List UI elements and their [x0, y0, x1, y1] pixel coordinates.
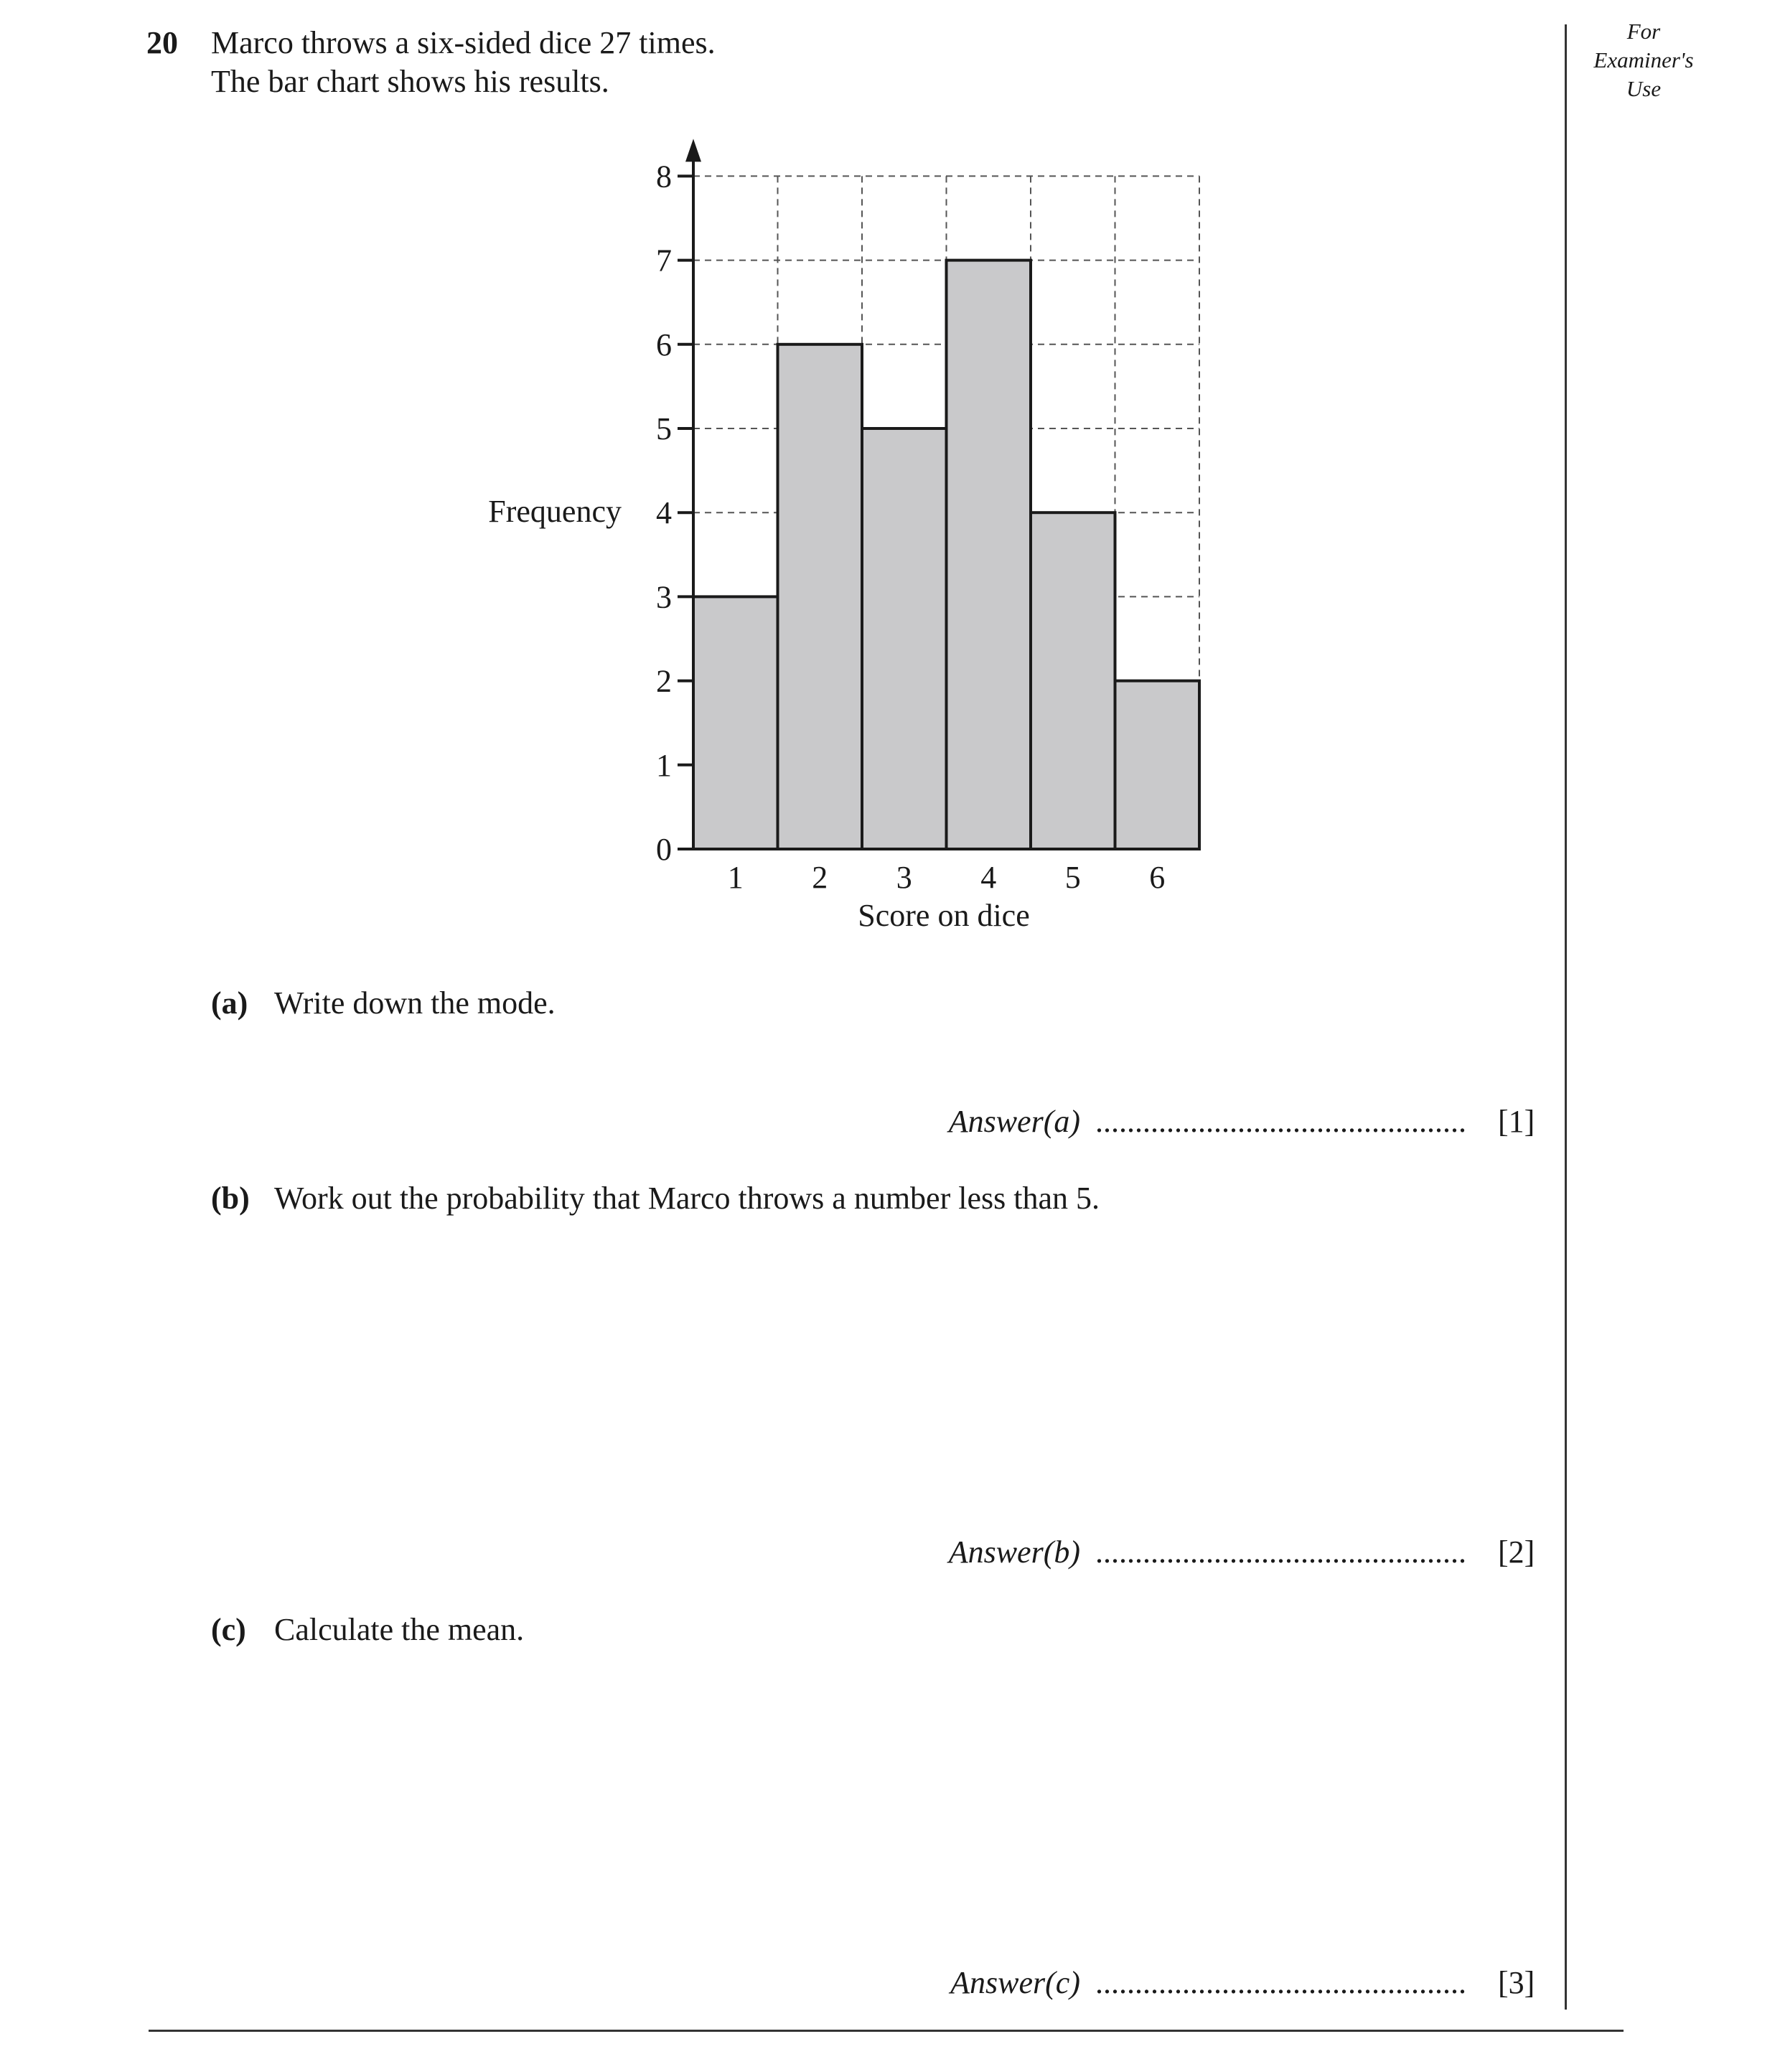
answer-c-label: Answer(c)	[950, 1965, 1080, 2000]
x-axis-label: Score on dice	[858, 898, 1030, 933]
part-b-label: (b)	[211, 1181, 250, 1216]
y-tick-label: 6	[656, 327, 672, 362]
bar-score-3	[862, 428, 947, 849]
x-tick-label: 1	[727, 860, 744, 895]
chart-x-ticks	[728, 860, 1166, 895]
question-text-line-2: The bar chart shows his results.	[211, 64, 609, 99]
y-axis-label: Frequency	[488, 494, 622, 529]
part-c-label: (c)	[211, 1612, 246, 1647]
y-tick-label: 8	[656, 159, 672, 194]
part-c-text: Calculate the mean.	[274, 1612, 525, 1647]
examiner-line-3: Use	[1626, 76, 1662, 101]
part-c-marks: [3]	[1498, 1965, 1535, 2000]
part-a-label: (a)	[211, 985, 248, 1021]
bar-score-1	[693, 596, 778, 849]
examiner-line-2: Examiner's	[1593, 47, 1694, 72]
part-b-text: Work out the probability that Marco throws a number less than 5.	[274, 1181, 1100, 1216]
y-tick-label: 5	[656, 411, 672, 446]
chart-bars	[693, 261, 1199, 849]
answer-b-label: Answer(b)	[948, 1534, 1080, 1570]
answer-b-field[interactable]: ...............................................	[1095, 1534, 1466, 1570]
y-axis-arrow-icon	[685, 139, 701, 161]
question-number: 20	[146, 25, 178, 60]
bar-score-5	[1031, 512, 1115, 849]
y-tick-label: 3	[656, 579, 672, 615]
x-tick-label: 5	[1064, 860, 1081, 895]
bar-score-6	[1115, 681, 1200, 849]
part-b-marks: [2]	[1498, 1534, 1535, 1570]
x-tick-label: 3	[896, 860, 912, 895]
question-text-line-1: Marco throws a six-sided dice 27 times.	[211, 25, 716, 60]
x-tick-label: 4	[980, 860, 997, 895]
bar-chart	[0, 0, 1780, 962]
y-tick-label: 4	[656, 495, 672, 531]
examiner-line-1: For	[1626, 19, 1661, 44]
bar-score-2	[778, 344, 863, 849]
x-tick-label: 2	[812, 860, 828, 895]
y-tick-label: 2	[656, 663, 672, 699]
bar-score-4	[947, 261, 1031, 849]
y-tick-label: 1	[656, 747, 672, 783]
chart-y-ticks	[656, 159, 693, 867]
answer-a-label: Answer(a)	[948, 1104, 1080, 1139]
answer-c-field[interactable]: ...............................................	[1095, 1965, 1466, 2000]
page-bottom-rule	[149, 2030, 1624, 2032]
answer-a-field[interactable]: ...............................................	[1095, 1104, 1466, 1139]
part-a-text: Write down the mode.	[274, 985, 556, 1021]
part-a-marks: [1]	[1498, 1104, 1535, 1139]
x-tick-label: 6	[1149, 860, 1166, 895]
y-tick-label: 7	[656, 243, 672, 278]
y-tick-label: 0	[656, 832, 672, 867]
